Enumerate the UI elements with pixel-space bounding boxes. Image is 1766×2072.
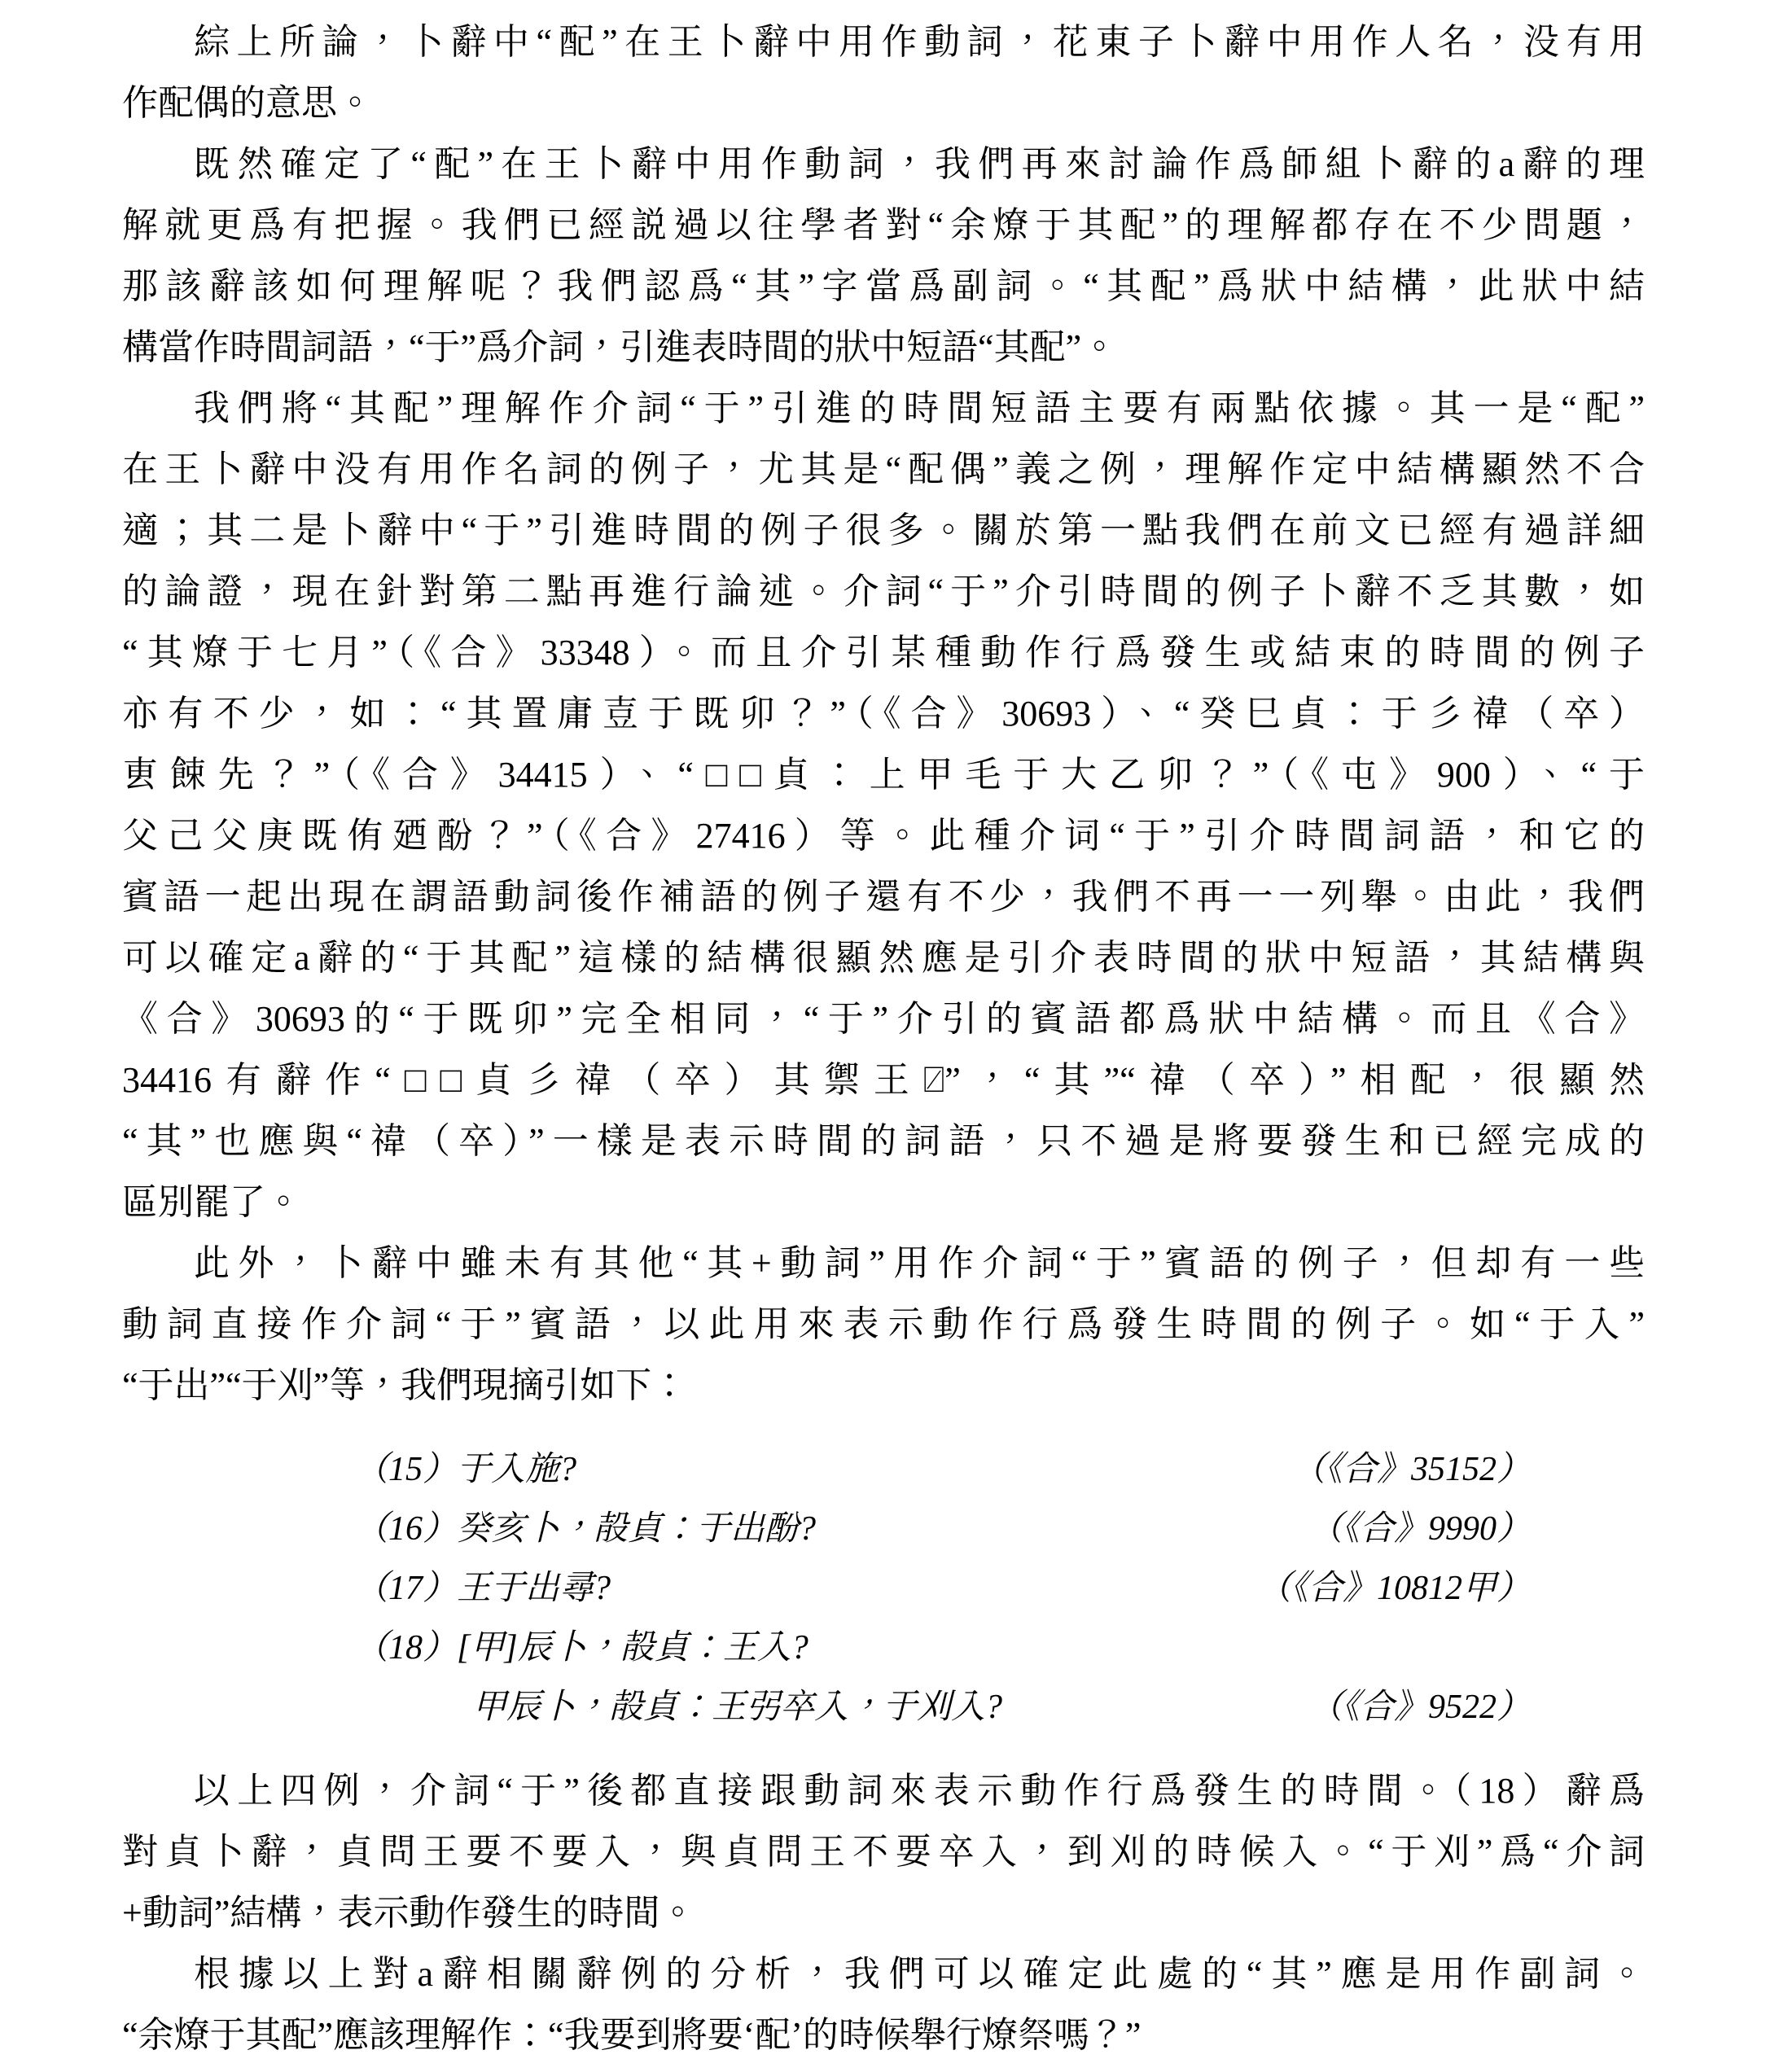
example-text: （15）于入施? [354,1451,577,1488]
example-row-16 [122,1500,1645,1559]
body-line: 叀餗先？”（《合》34415）、“□□貞：上甲毛于大乙卯？”（《屯》900）、“于 [122,755,1645,795]
example-text: （18）[甲]辰卜，㱿貞：王入? [354,1629,809,1667]
body-line: 區別罷了。 [122,1182,301,1222]
body-line: “其”也應與“禕（卒）”一樣是表示時間的詞語，只不過是將要發生和已經完成的 [122,1121,1645,1161]
example-row-18-continuation [122,1678,1645,1737]
example-text: （16）癸亥卜，㱿貞：于出酚? [354,1510,817,1548]
example-text: 甲辰卜，㱿貞：王弜卒入，于刈入? [472,1689,1003,1726]
body-line: 亦有不少，如：“其置庸壴于既卯？”（《合》30693）、“癸巳貞：于彡禕（卒） [122,694,1645,734]
body-line: 的論證，現在針對第二點再進行論述。介詞“于”介引時間的例子卜辭不乏其數，如 [122,572,1645,611]
body-line: 構當作時間詞語，“于”爲介詞，引進表時間的狀中短語“其配”。 [122,327,1118,367]
example-text: （17）王于出尋? [354,1570,611,1607]
example-citation: （《合》35152） [1291,1451,1531,1488]
body-line: 適；其二是卜辭中“于”引進時間的例子很多。關於第一點我們在前文已經有過詳細 [122,510,1645,550]
body-line: 此外，卜辭中雖未有其他“其+動詞”用作介詞“于”賓語的例子，但却有一些 [194,1243,1645,1283]
closing-line: 對貞卜辭，貞問王要不要入，與貞問王不要卒入，到刈的時候入。“于刈”爲“介詞 [122,1832,1645,1872]
closing-line: “余燎于其配”應該理解作：“我要到將要‘配’的時候舉行燎祭嗎？” [122,2015,1142,2055]
body-line: “其燎于七月”（《合》33348）。而且介引某種動作行爲發生或結束的時間的例子 [122,633,1645,672]
example-row-18 [122,1619,1645,1678]
body-line: 父己父庚既侑廼酚？”（《合》27416）等。此種介词“于”引介時間詞語，和它的 [122,816,1645,856]
example-row-17 [122,1559,1645,1619]
body-line: “于出”“于刈”等，我們現摘引如下： [122,1365,688,1405]
body-line: 既然確定了“配”在王卜辭中用作動詞，我們再來討論作爲師組卜辭的a辭的理 [194,144,1645,184]
example-row-15 [122,1440,1645,1500]
body-line: 解就更爲有把握。我們已經説過以往學者對“余燎于其配”的理解都存在不少問題， [122,205,1645,245]
body-line: 作配偶的意思。 [122,83,373,123]
body-line: 《合》30693的“于既卯”完全相同，“于”介引的賓語都爲狀中結構。而且《合》 [122,999,1645,1039]
example-citation: （《合》9522） [1308,1689,1531,1726]
body-line: 綜上所論，卜辭中“配”在王卜辭中用作動詞，花東子卜辭中用作人名，没有用 [194,22,1645,62]
closing-line: 以上四例，介詞“于”後都直接跟動詞來表示動作行爲發生的時間。（18）辭爲 [194,1771,1645,1811]
body-line: 可以確定a辭的“于其配”這樣的結構很顯然應是引介表時間的狀中短語，其結構與 [122,938,1645,978]
body-line: 動詞直接作介詞“于”賓語，以此用來表示動作行爲發生時間的例子。如“于入” [122,1304,1645,1344]
body-line: 34416有辭作“□□貞彡禕（卒）其禦王⍁”，“其”“禕（卒）”相配，很顯然 [122,1060,1645,1100]
closing-line: 根據以上對a辭相關辭例的分析，我們可以確定此處的“其”應是用作副詞。 [194,1954,1645,1994]
examples-block [122,1440,1645,1737]
body-line: 那該辭該如何理解呢？我們認爲“其”字當爲副詞。“其配”爲狀中結構，此狀中結 [122,266,1645,306]
text-block [122,11,1645,2065]
body-line: 在王卜辭中没有用作名詞的例子，尤其是“配偶”義之例，理解作定中結構顯然不合 [122,449,1645,489]
body-line: 賓語一起出現在謂語動詞後作補語的例子還有不少，我們不再一一列舉。由此，我們 [122,877,1645,917]
example-citation: （《合》10812甲） [1256,1570,1531,1607]
example-citation: （《合》9990） [1308,1510,1531,1548]
closing-line: +動詞”結構，表示動作發生的時間。 [122,1893,696,1933]
body-line: 我們將“其配”理解作介詞“于”引進的時間短語主要有兩點依據。其一是“配” [194,388,1645,428]
